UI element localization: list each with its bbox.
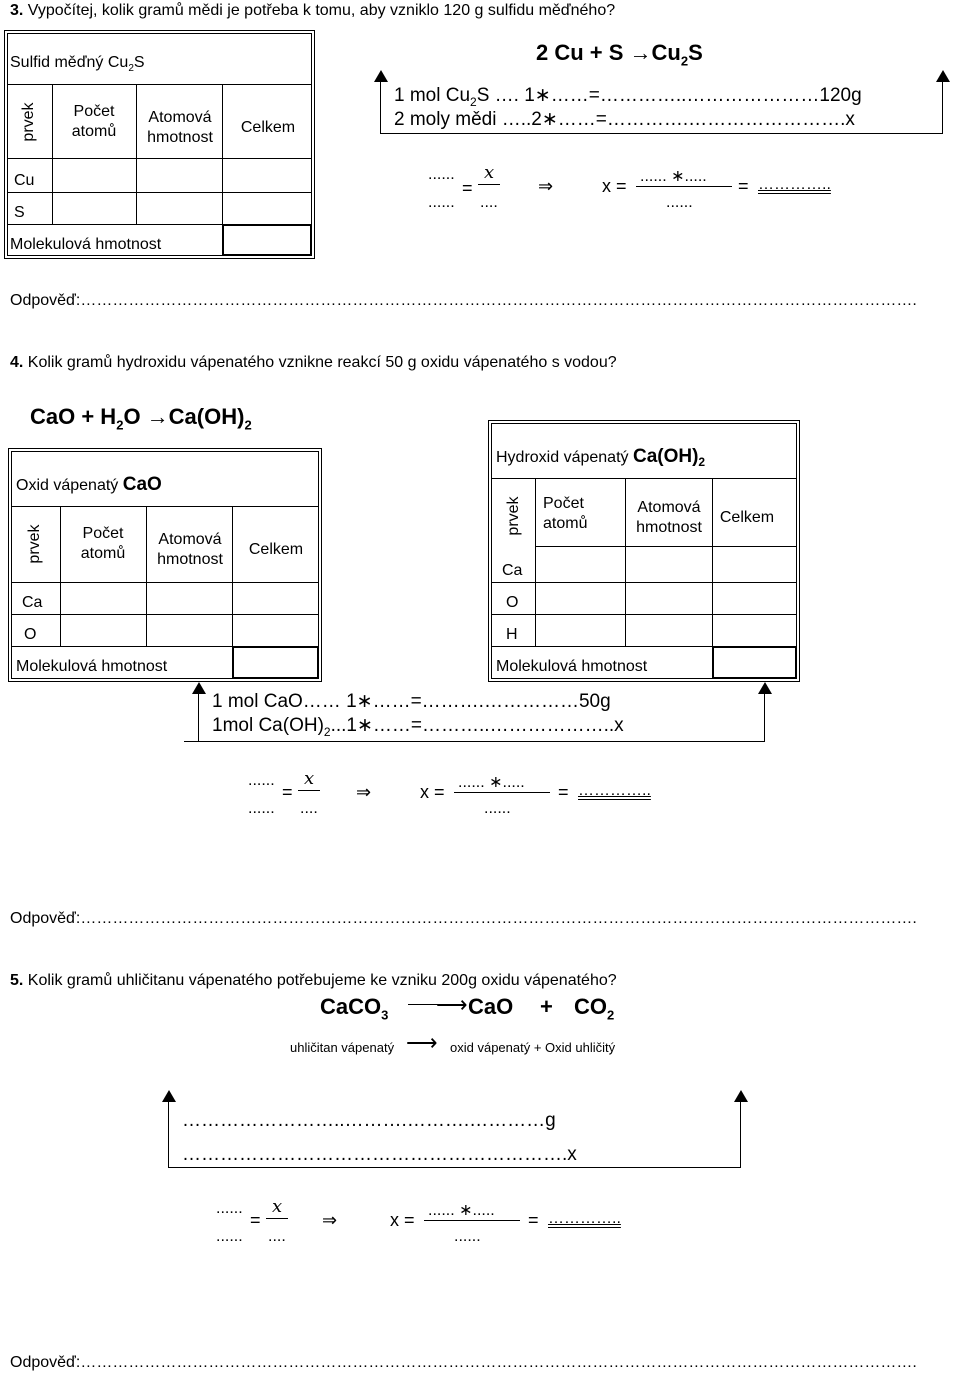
q4-x-bar — [454, 792, 550, 793]
q4-rule — [60, 506, 61, 646]
q4-left-molecular-box — [232, 646, 319, 679]
q3-frac-bot-l: ...... — [428, 194, 455, 211]
q5-number: 5. — [10, 972, 24, 989]
q3-molecular-label: Molekulová hmotnost — [10, 236, 162, 253]
q3-table-title: Sulfid měďný $Cu_2S$ — [10, 54, 145, 75]
q4-x-bot: ...... — [484, 800, 511, 817]
q3-col-celkem: Celkem — [240, 119, 296, 136]
q5-x-bot: ...... — [454, 1228, 481, 1245]
q3-col-pocet: Počet atomů — [71, 103, 117, 140]
q4-left-col-pocet: Počet atomů — [80, 525, 126, 562]
q4-right-row-o: O — [506, 594, 519, 611]
q4-result-eq: = — [558, 782, 569, 802]
q5-eq-product1: CaO — [468, 994, 514, 1019]
q4-rule — [535, 546, 797, 547]
implies-icon: ⇒ — [356, 782, 372, 802]
q5-name-products: oxid vápenatý + Oxid uhličitý — [450, 1040, 616, 1055]
q3-frac-bar — [478, 184, 500, 185]
q5-x-bar — [424, 1220, 520, 1221]
q4-number: 4. — [10, 354, 24, 371]
q3-answer: Odpověď:…………………………………………………………………………………………………………………………………………. — [10, 292, 917, 309]
q5-name-reactant: uhličitan vápenatý — [290, 1040, 395, 1055]
q3-molecular-box — [222, 224, 312, 256]
q3-result: ………….. — [758, 176, 831, 193]
q3-bracket-bottom — [380, 133, 943, 134]
q4-equation: CaO + $H_2O \to Ca(OH)_2$ — [30, 404, 252, 433]
q3-rule — [52, 84, 53, 224]
q4-frac-eq: = — [282, 782, 293, 802]
q3-rule — [222, 84, 223, 224]
q5-answer: Odpověď:…………………………………………………………………………………………………………………………………………. — [10, 1354, 917, 1371]
q4-left-title: Oxid vápenatý CaO — [16, 474, 162, 495]
q4-right-col-pocet: Počet atomů — [543, 495, 588, 532]
arrow-up-icon — [758, 682, 772, 694]
q4-rule — [625, 478, 626, 646]
q3-frac-x: x — [484, 162, 495, 183]
q4-bracket-right — [764, 694, 765, 742]
q4-rule — [11, 646, 232, 647]
q5-frac-top: ...... — [216, 1200, 243, 1217]
q3-x-top: ...... ∗..... — [640, 168, 707, 185]
arrow-right-icon: ⟶ — [406, 1030, 438, 1055]
q3-bracket-left — [380, 82, 381, 134]
q4-right-col-prvek: prvek — [505, 496, 522, 536]
q5-bracket-left — [168, 1102, 169, 1168]
q5-heading — [10, 972, 617, 990]
q4-right-col-atomova: Atomová hmotnost — [636, 499, 702, 536]
q4-right-title: Hydroxid vápenatý $Ca(OH)_2$ — [496, 446, 706, 470]
q5-frac-bot-l: ...... — [216, 1228, 243, 1245]
q4-frac-bot-r: .... — [300, 800, 318, 817]
q4-rule — [491, 478, 797, 479]
q4-x-eq: x = — [420, 782, 445, 802]
q4-frac-bar — [298, 790, 320, 791]
arrow-up-icon — [374, 70, 388, 82]
q5-line1: ……………………..……….……….…………g — [182, 1110, 556, 1131]
q4-rule — [232, 506, 233, 646]
q5-line2: …………………………………………………….x — [182, 1144, 577, 1165]
arrow-up-icon — [192, 682, 206, 694]
q4-frac-top: ...... — [248, 772, 275, 789]
q3-x-bot: ...... — [666, 194, 693, 211]
arrow-up-icon — [734, 1090, 748, 1102]
q4-rule — [11, 614, 319, 615]
q4-line1: 1 mol CaO…… 1∗……=……….……………50g — [212, 691, 611, 712]
q5-result: ………….. — [548, 1210, 621, 1227]
implies-icon: ⇒ — [538, 176, 554, 196]
q5-frac-x: x — [272, 1196, 283, 1217]
q3-rule — [136, 84, 137, 224]
q4-rule — [491, 582, 797, 583]
q4-right-row-ca: Ca — [502, 562, 523, 579]
q3-col-prvek: prvek — [20, 102, 37, 142]
q4-right-row-h: H — [506, 626, 518, 643]
q3-row-cu: Cu — [14, 172, 35, 189]
q4-x-top: ...... ∗..... — [458, 774, 525, 791]
q4-text: Kolik gramů hydroxidu vápenatého vznikne reakcí 50 g oxidu vápenatého s vodou? — [27, 354, 617, 371]
q5-text: Kolik gramů uhličitanu vápenatého potřebujeme ke vzniku 200g oxidu vápenatého? — [27, 972, 617, 989]
q4-rule — [491, 646, 712, 647]
q5-x-top: ...... ∗..... — [428, 1202, 495, 1219]
q5-frac-bot-r: .... — [268, 1228, 286, 1245]
q4-left-row-ca: Ca — [22, 594, 43, 611]
q4-right-col-celkem: Celkem — [719, 509, 775, 526]
q5-result-eq: = — [528, 1210, 539, 1230]
q4-left-col-celkem: Celkem — [248, 541, 304, 558]
q3-line1: 1 mol $Cu_2S$ …. 1∗……=…………..…………………120g — [394, 85, 862, 109]
implies-icon: ⇒ — [322, 1210, 338, 1230]
q5-bracket-right — [740, 1102, 741, 1168]
q4-left-col-prvek: prvek — [26, 524, 43, 564]
q4-rule — [712, 478, 713, 646]
q4-left-molecular-label: Molekulová hmotnost — [16, 658, 168, 675]
arrow-right-icon: ⟶ — [436, 992, 468, 1017]
q4-frac-x: x — [304, 768, 315, 789]
q3-frac-top: ...... — [428, 166, 455, 183]
q5-bracket-bottom — [168, 1167, 741, 1168]
q5-x-eq: x = — [390, 1210, 415, 1230]
q3-rule — [7, 158, 312, 159]
q4-heading — [10, 354, 617, 372]
q4-rule — [535, 478, 536, 646]
q3-frac-bot-r: .... — [480, 194, 498, 211]
q5-eq-plus: + — [540, 994, 553, 1019]
q3-col-atomova: Atomová hmotnost — [147, 109, 213, 146]
q3-heading — [10, 2, 615, 20]
q3-x-bar — [636, 186, 732, 187]
q4-left-row-o: O — [24, 626, 37, 643]
q5-frac-bar — [266, 1218, 288, 1219]
q3-row-s: S — [14, 204, 25, 221]
q4-left-col-atomova: Atomová hmotnost — [157, 531, 223, 568]
q3-x-eq: x = — [602, 176, 627, 196]
q4-right-molecular-label: Molekulová hmotnost — [496, 658, 648, 675]
q4-bracket-left — [198, 694, 199, 742]
q5-eq-reactant: CaCO$_3$ — [320, 994, 389, 1023]
q3-line2: 2 moly mědi …..2∗……=………….…………………….x — [394, 109, 855, 130]
q4-line2: 1mol $Ca(OH)_2...1∗\dots\dots=\dots\dots\dots..\dots\dots\dots\dots\dots\dots..x$ — [212, 715, 624, 739]
q5-eq-product2: $CO_2$ — [574, 994, 615, 1023]
arrow-up-icon — [162, 1090, 176, 1102]
q4-bracket-bottom — [184, 741, 765, 742]
q3-bracket-right — [942, 82, 943, 134]
q3-equation: 2 $Cu + S \to Cu_2S$ — [536, 40, 703, 69]
q4-frac-bot-l: ...... — [248, 800, 275, 817]
q3-frac-eq: = — [462, 178, 473, 198]
q4-result: ………….. — [578, 782, 651, 799]
q3-rule — [7, 192, 312, 193]
q3-result-eq: = — [738, 176, 749, 196]
q4-rule — [146, 506, 147, 646]
q4-answer: Odpověď:…………………………………………………………………………………………………………………………………………. — [10, 910, 917, 927]
q3-rule — [7, 224, 222, 225]
q3-number: 3. — [10, 2, 24, 19]
q5-frac-eq: = — [250, 1210, 261, 1230]
arrow-up-icon — [936, 70, 950, 82]
q3-text: Vypočítej, kolik gramů mědi je potřeba k tomu, aby vzniklo 120 g sulfidu měďného? — [27, 2, 616, 19]
q4-right-molecular-box — [712, 646, 797, 679]
q4-rule — [491, 614, 797, 615]
q4-rule — [11, 582, 319, 583]
q4-rule — [11, 506, 319, 507]
